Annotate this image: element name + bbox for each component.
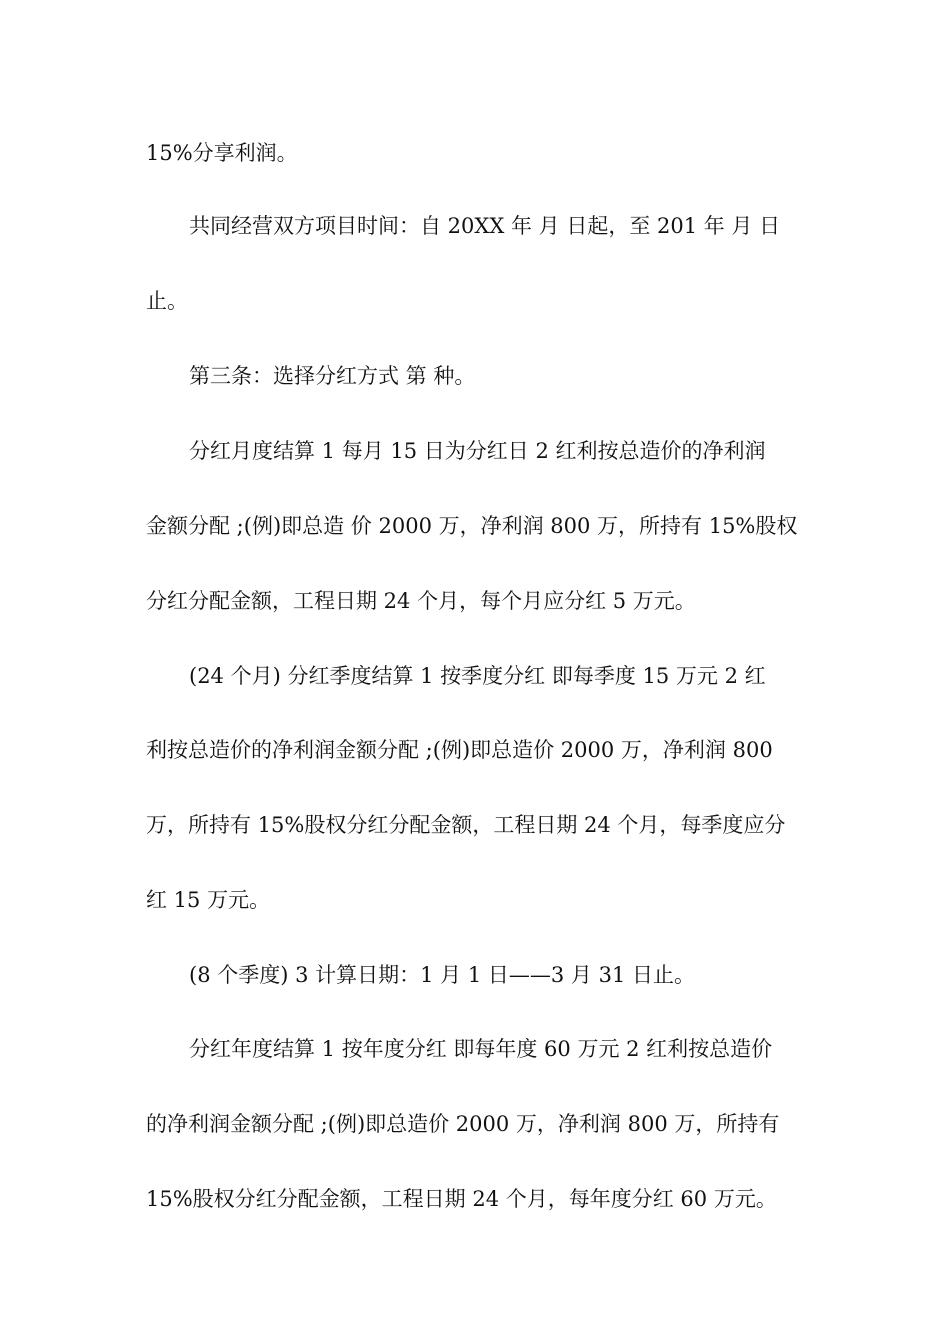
- text-line-1: 15%分享利润。: [146, 141, 298, 165]
- text-line-12: (8 个季度) 3 计算日期：1 月 1 日——3 月 31 日止。: [189, 963, 695, 987]
- text-line-10: 万，所持有 15%股权分红分配金额，工程日期 24 个月，每季度应分: [146, 813, 786, 837]
- text-line-8: (24 个月) 分红季度结算 1 按季度分红 即每季度 15 万元 2 红: [189, 664, 766, 688]
- text-line-9: 利按总造价的净利润金额分配 ;(例)即总造价 2000 万，净利润 800: [146, 738, 773, 762]
- text-line-4: 第三条：选择分红方式 第 种。: [189, 364, 476, 388]
- text-line-13: 分红年度结算 1 按年度分红 即每年度 60 万元 2 红利按总造价: [189, 1037, 773, 1061]
- text-line-3: 止。: [146, 289, 188, 313]
- text-line-5: 分红月度结算 1 每月 15 日为分红日 2 红利按总造价的净利润: [189, 439, 766, 463]
- text-line-6: 金额分配 ;(例)即总造 价 2000 万，净利润 800 万，所持有 15%股权: [146, 514, 798, 538]
- text-line-15: 15%股权分红分配金额，工程日期 24 个月，每年度分红 60 万元。: [146, 1187, 777, 1211]
- text-line-7: 分红分配金额，工程日期 24 个月，每个月应分红 5 万元。: [146, 589, 696, 613]
- text-line-14: 的净利润金额分配 ;(例)即总造价 2000 万，净利润 800 万，所持有: [146, 1112, 780, 1136]
- text-line-11: 红 15 万元。: [146, 888, 271, 912]
- text-line-2: 共同经营双方项目时间：自 20XX 年 月 日起，至 201 年 月 日: [189, 214, 781, 238]
